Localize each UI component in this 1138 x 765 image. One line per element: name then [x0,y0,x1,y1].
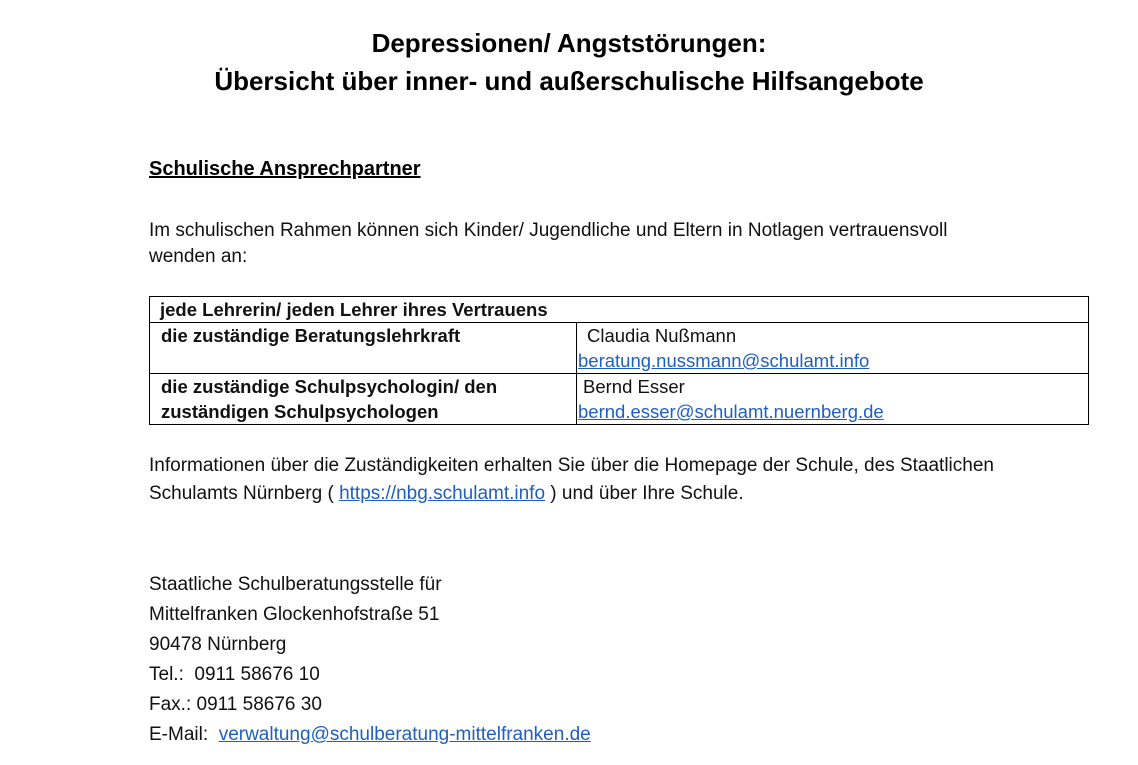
info-paragraph [149,452,1109,508]
address-phone: Tel.: 0911 58676 10 [149,664,320,685]
address-email-link[interactable]: verwaltung@schulberatung-mittelfranken.de [218,724,591,745]
title-line-2: Übersicht über inner- und außerschulische Hilfsangebote [214,66,924,96]
counselor-contact [577,323,1089,374]
section-heading: Schulische Ansprechpartner [149,158,421,180]
psychologist-label-line-2: zuständigen Schulpsychologen [161,401,439,422]
table-row [150,323,1089,374]
info-line-1: Informationen über die Zuständigkeiten erhalten Sie über die Homepage der Schule, des Staatlichen [149,455,994,476]
address-fax: Fax.: 0911 58676 30 [149,694,322,715]
address-email-label: E-Mail: [149,724,219,745]
address-block [149,570,591,750]
info-line-2-prefix: Schulamts Nürnberg ( [149,483,340,504]
info-line-2 [149,480,1109,508]
title-line-1: Depressionen/ Angststörungen: [371,28,767,58]
address-line-2: Mittelfranken Glockenhofstraße 51 [149,604,440,625]
psychologist-label [150,374,577,425]
psychologist-email-link[interactable]: bernd.esser@schulamt.nuernberg.de [578,401,884,422]
info-line-2-suffix: ) und über Ihre Schule. [545,483,744,504]
intro-line-1: Im schulischen Rahmen können sich Kinder/ Jugendliche und Eltern in Notlagen vertrauensvoll [149,220,948,241]
intro-line-2: wenden an: [149,246,248,267]
address-line-1: Staatliche Schulberatungsstelle für [149,574,442,595]
school-office-homepage-link[interactable]: https://nbg.schulamt.info [339,483,546,504]
psychologist-contact [577,374,1089,425]
counselor-email-link[interactable]: beratung.nussmann@schulamt.info [578,350,870,371]
document-title [0,24,1138,100]
psychologist-name: Bernd Esser [583,376,685,397]
psychologist-label-line-1: die zuständige Schulpsychologin/ den [161,376,498,397]
intro-paragraph [149,218,1049,270]
table-row [150,297,1089,323]
address-line-3: 90478 Nürnberg [149,634,287,655]
trusted-teacher-cell: jede Lehrerin/ jeden Lehrer ihres Vertrauens [150,297,1089,323]
counselor-name: Claudia Nußmann [587,325,737,346]
contacts-table [149,296,1089,425]
address-email-line [149,720,591,750]
counselor-label: die zuständige Beratungslehrkraft [150,323,577,374]
table-row [150,374,1089,425]
